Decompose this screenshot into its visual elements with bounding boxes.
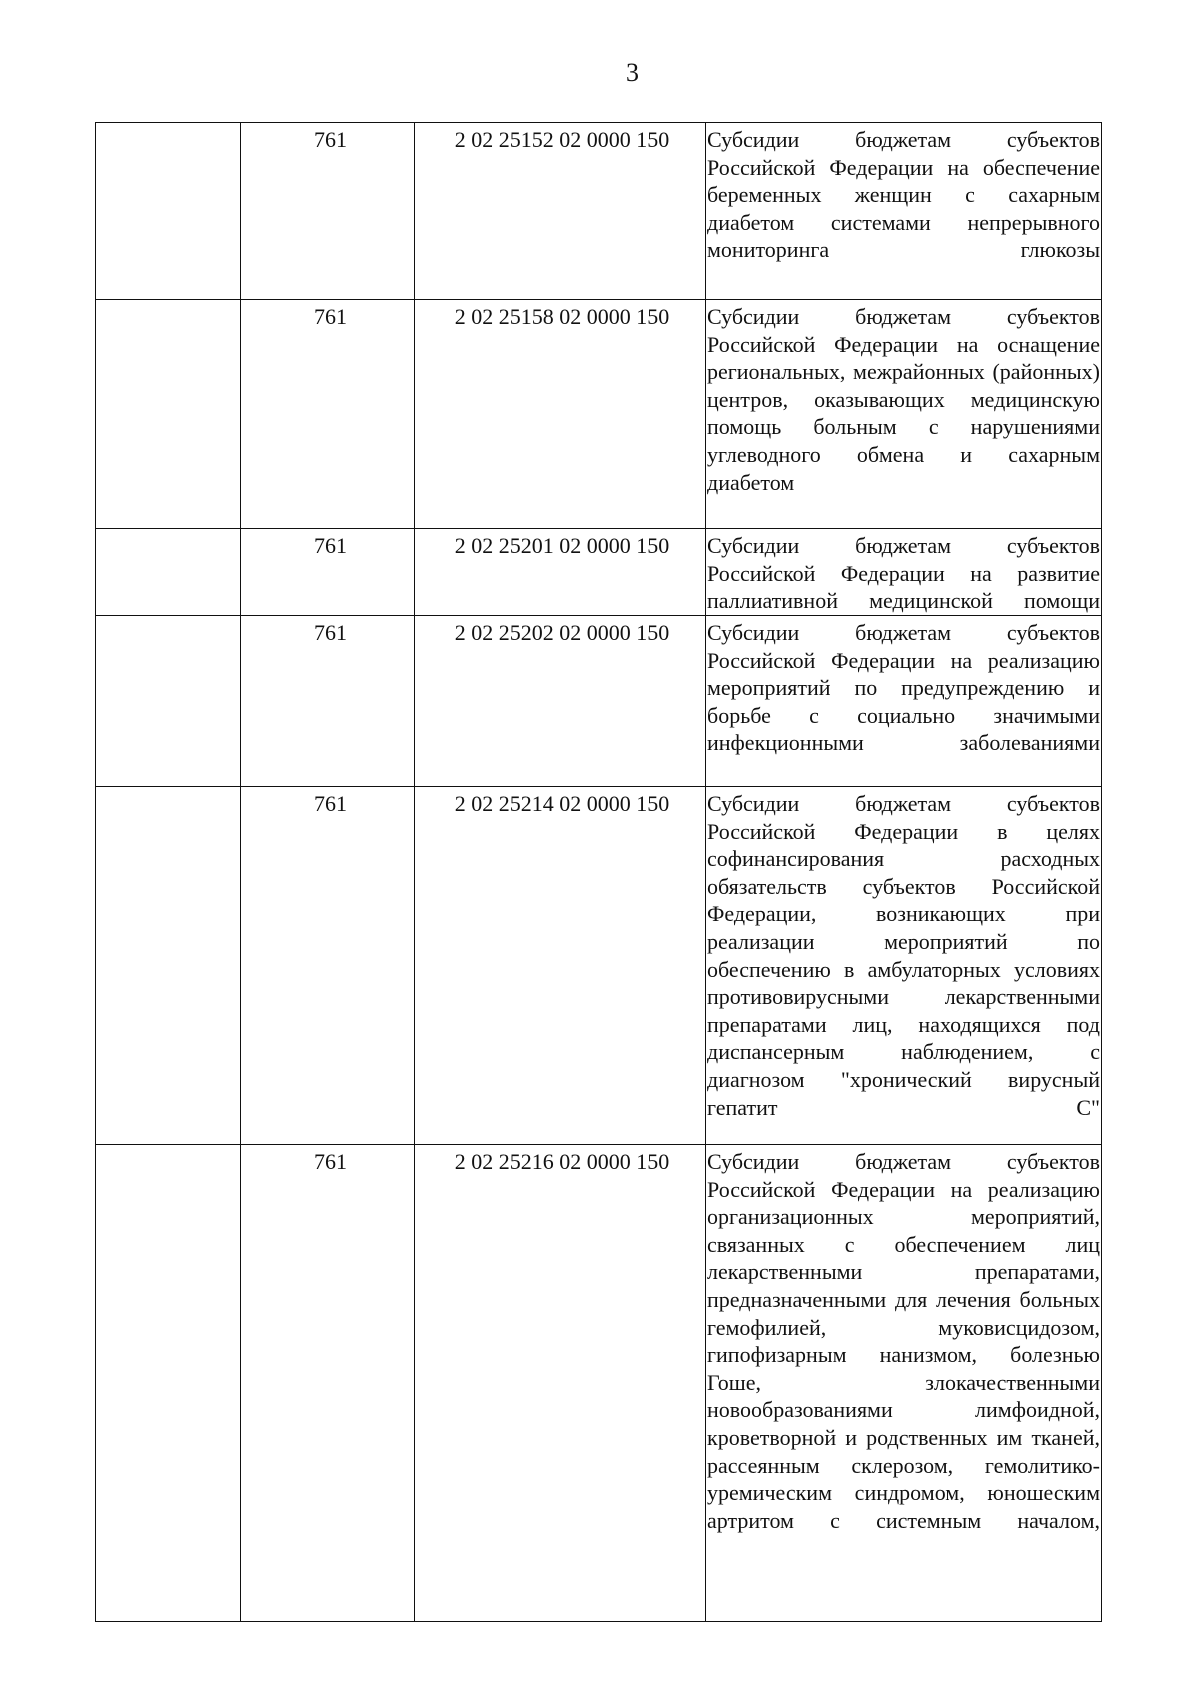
description-cell: Субсидии бюджетам субъектов Российской Федерации в целях софинансирования расходных обязательств субъектов Российской Федерации, возникающих при реализации мероприятий по обеспечению в амбулаторных условиях противовирусными лекарственными препаратами лиц, находящихся под диспансерным наблюдением, с диагнозом "хронический вирусный гепатит С"	[706, 787, 1102, 1145]
income-code-cell: 2 02 25214 02 0000 150	[415, 787, 706, 1145]
income-code-cell: 2 02 25152 02 0000 150	[415, 123, 706, 300]
empty-cell	[96, 529, 241, 616]
admin-code-cell: 761	[241, 300, 415, 529]
table-row	[96, 1145, 1102, 1622]
table-row	[96, 787, 1102, 1145]
description-cell: Субсидии бюджетам субъектов Российской Федерации на развитие паллиативной медицинской помощи	[706, 529, 1102, 616]
description-cell: Субсидии бюджетам субъектов Российской Федерации на реализацию организационных мероприятий, связанных с обеспечением лиц лекарственными препаратами, предназначенными для лечения больных гемофилией, муковисцидозом, гипофизарным нанизмом, болезнью Гоше, злокачественными новообразованиями лимфоидной, кроветворной и родственных им тканей, рассеянным склерозом, гемолитико-уремическим синдромом, юношеским артритом с системным началом,	[706, 1145, 1102, 1622]
income-code-cell: 2 02 25202 02 0000 150	[415, 616, 706, 787]
admin-code-cell: 761	[241, 123, 415, 300]
empty-cell	[96, 787, 241, 1145]
admin-code-cell: 761	[241, 787, 415, 1145]
admin-code-cell: 761	[241, 1145, 415, 1622]
table-row	[96, 300, 1102, 529]
table-row	[96, 123, 1102, 300]
admin-code-cell: 761	[241, 616, 415, 787]
description-cell: Субсидии бюджетам субъектов Российской Федерации на реализацию мероприятий по предупреждению и борьбе с социально значимыми инфекционными заболеваниями	[706, 616, 1102, 787]
admin-code-cell: 761	[241, 529, 415, 616]
page-number: 3	[626, 58, 639, 87]
table-row	[96, 616, 1102, 787]
empty-cell	[96, 616, 241, 787]
description-cell: Субсидии бюджетам субъектов Российской Федерации на оснащение региональных, межрайонных (районных) центров, оказывающих медицинскую помощь больным с нарушениями углеводного обмена и сахарным диабетом	[706, 300, 1102, 529]
empty-cell	[96, 300, 241, 529]
budget-classification-table	[95, 122, 1102, 1622]
income-code-cell: 2 02 25158 02 0000 150	[415, 300, 706, 529]
empty-cell	[96, 123, 241, 300]
table-row	[96, 529, 1102, 616]
empty-cell	[96, 1145, 241, 1622]
income-code-cell: 2 02 25216 02 0000 150	[415, 1145, 706, 1622]
description-cell: Субсидии бюджетам субъектов Российской Федерации на обеспечение беременных женщин с сахарным диабетом системами непрерывного мониторинга глюкозы	[706, 123, 1102, 300]
income-code-cell: 2 02 25201 02 0000 150	[415, 529, 706, 616]
